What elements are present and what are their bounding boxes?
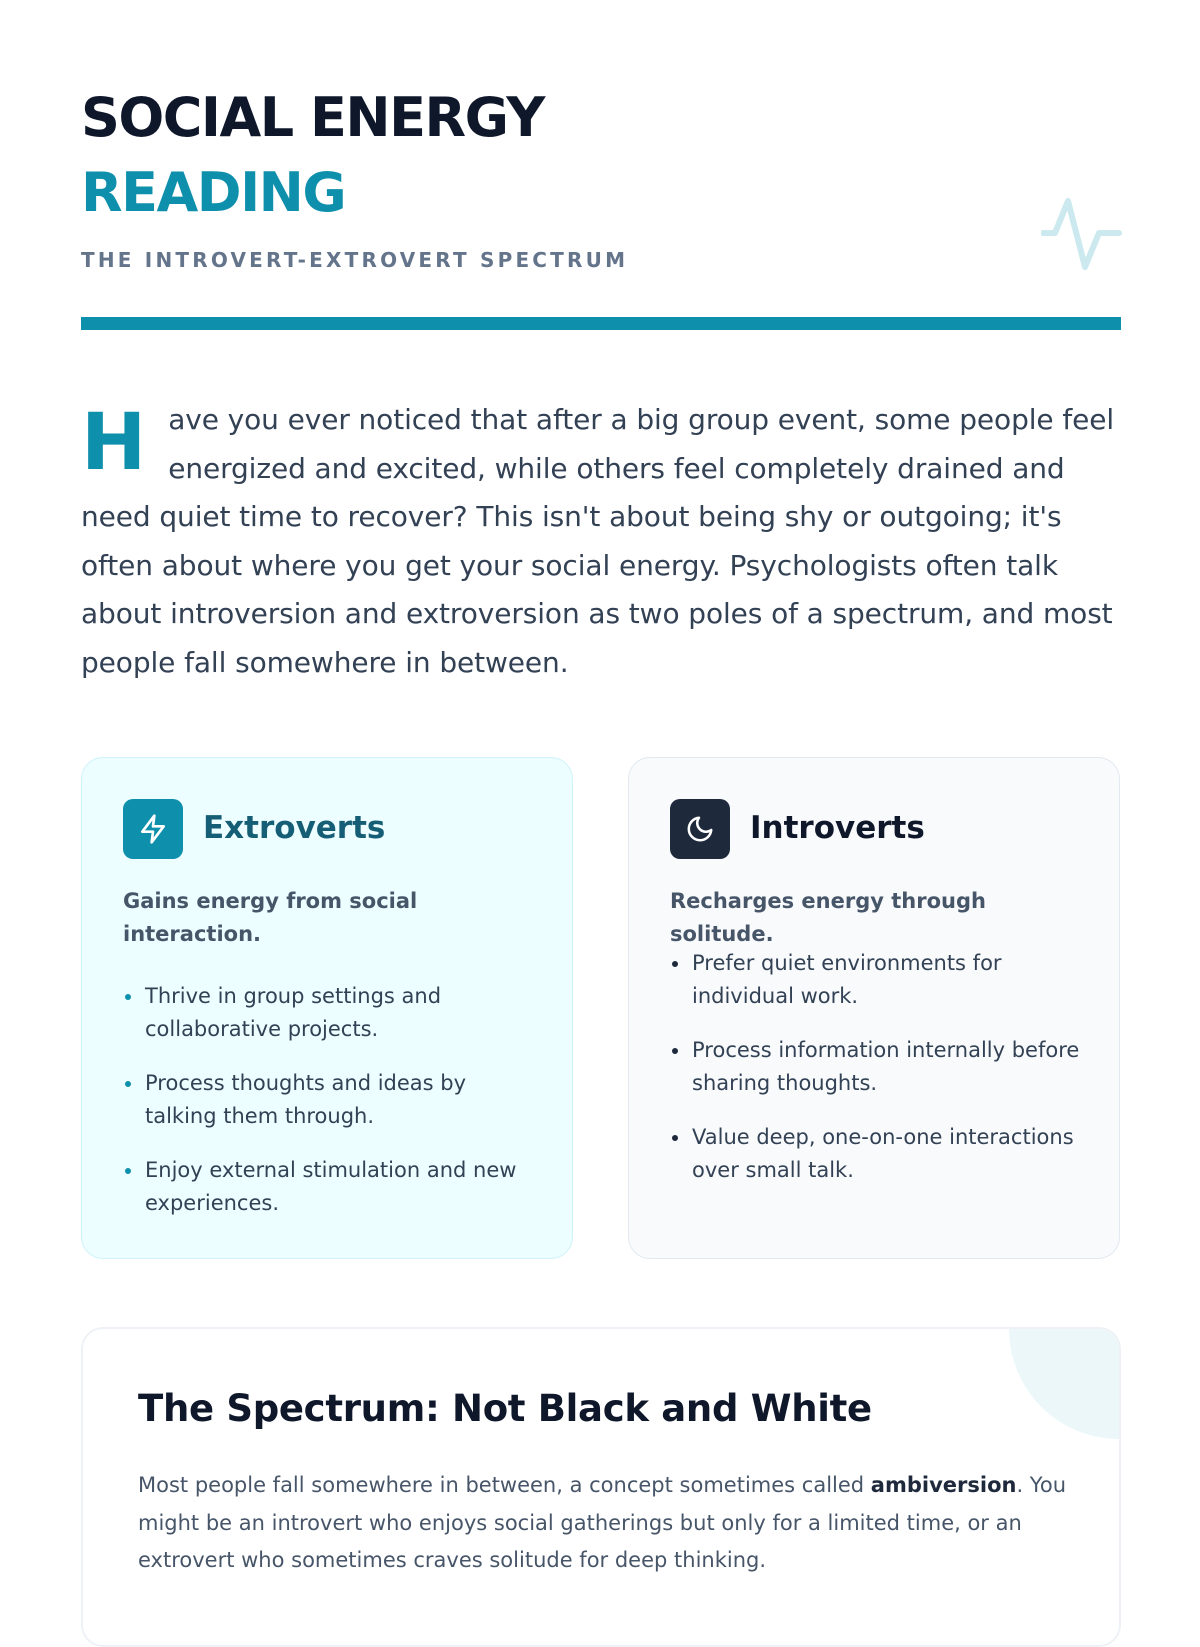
spectrum-body-text-end: . You might be an introvert who enjoys social gatherings but only for a limited time, or an extrovert who sometimes craves solitude for deep thinking. [138,1473,1066,1572]
pulse-icon [1041,193,1125,277]
decorative-circle [1009,1327,1121,1439]
spectrum-section [81,1327,1121,1647]
list-item: Prefer quiet environments for individual work. [670,947,1090,1013]
list-item: Value deep, one-on-one interactions over small talk. [670,1121,1090,1187]
introverts-list [670,947,1090,1208]
list-item: Enjoy external stimulation and new experiences. [123,1154,543,1220]
ambiversion-term: ambiversion [870,1473,1017,1497]
lightning-icon [123,799,183,859]
extroverts-lead: Gains energy from social interaction. [123,889,418,946]
intro-paragraph [81,396,1121,687]
extroverts-list [123,980,543,1241]
spectrum-body [138,1467,1078,1580]
list-item: Process information internally before sharing thoughts. [670,1034,1090,1100]
spectrum-body-text: Most people fall somewhere in between, a concept sometimes called [138,1473,871,1497]
extroverts-title: Extroverts [203,810,386,846]
list-item: Thrive in group settings and collaborative projects. [123,980,543,1046]
introverts-card [628,757,1120,1259]
intro-text: ave you ever noticed that after a big group event, some people feel energized and excited, while others feel completely drained and need quiet time to recover? This isn't about being shy or outgoing; it's often about where you get your social energy. Psychologists often talk about introversion and extroversion as two poles of a spectrum, and most people fall somewhere in between. [81,403,1115,679]
extroverts-card [81,757,573,1259]
spectrum-title: The Spectrum: Not Black and White [138,1387,872,1430]
header-divider [81,317,1121,330]
drop-cap: H [81,398,147,488]
introverts-title: Introverts [750,810,925,846]
introverts-lead: Recharges energy through solitude. [670,889,986,946]
page-subtitle: THE INTROVERT-EXTROVERT SPECTRUM [81,248,629,272]
page-title-line-2: READING [81,161,346,224]
list-item: Process thoughts and ideas by talking them through. [123,1067,543,1133]
moon-icon [670,799,730,859]
page-title-line-1: SOCIAL ENERGY [81,86,544,149]
